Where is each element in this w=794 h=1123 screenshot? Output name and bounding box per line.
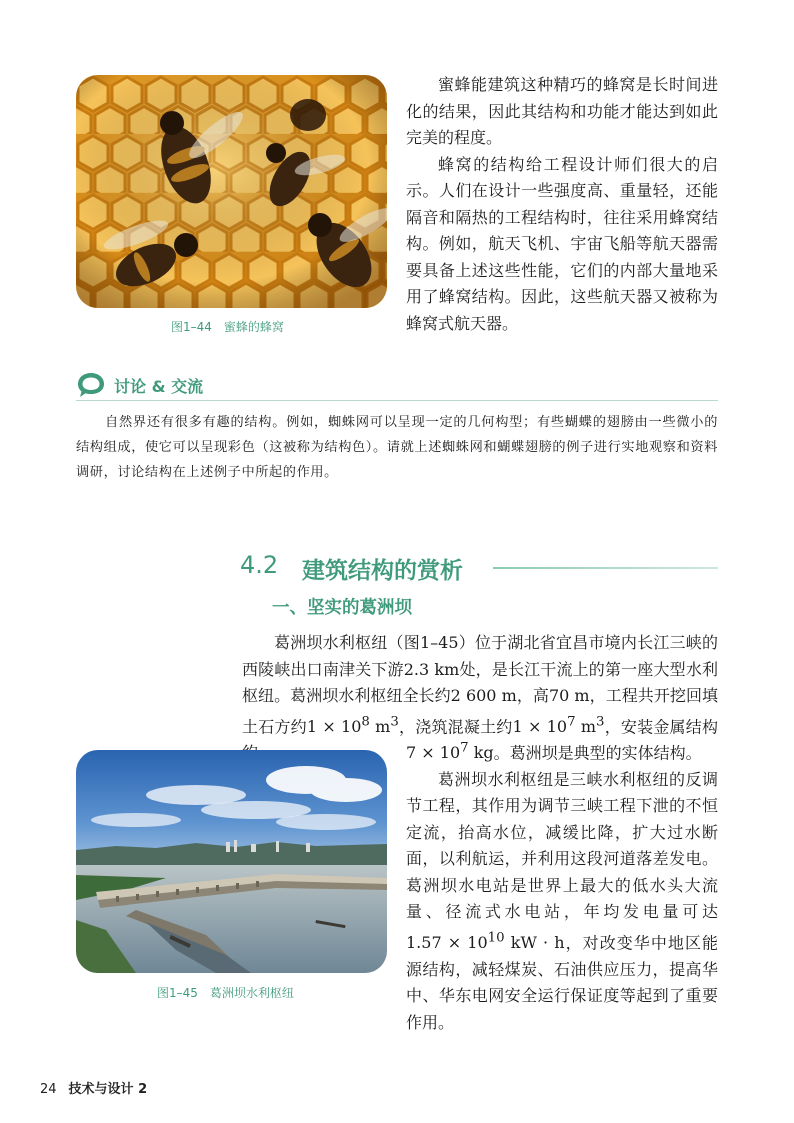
coef: 7 × 10 xyxy=(406,743,461,763)
unit: m xyxy=(575,716,597,736)
book-title: 技术与设计 2 xyxy=(68,1082,148,1097)
section-title: 建筑结构的赏析 xyxy=(302,558,463,584)
section-title-rule xyxy=(493,567,718,569)
quantity-metal xyxy=(406,743,494,762)
paragraph xyxy=(406,736,718,767)
honeycomb-illustration xyxy=(76,75,387,308)
unit: kW · h xyxy=(504,933,565,953)
paragraph: 蜜蜂能建筑这种精巧的蜂窝是长时间进化的结果，因此其结构和功能才能达到如此完美的程度。 xyxy=(406,75,718,147)
quantity-concrete xyxy=(512,714,605,736)
speech-bubble-icon xyxy=(76,371,106,399)
exponent: 8 xyxy=(361,714,370,730)
figure-caption-1-45 xyxy=(157,984,294,1001)
figure-caption-text: 葛洲坝水利枢纽 xyxy=(209,986,294,1000)
discussion-header xyxy=(76,370,203,400)
coef: 1 × 10 xyxy=(306,716,362,736)
coef: 1.57 × 10 xyxy=(406,933,488,953)
text-run: ，对改变华中地区能源结构，减轻煤炭、石油供应压力，提高华中、华东电网安全运行保证度等起到了重要作用。 xyxy=(406,933,718,1032)
text-run: 葛洲坝水利枢纽是三峡水利枢纽的反调节工程，其作用为调节三峡工程下泄的不恒定流，抬高水位，减缓比降，扩大过水断面，以利航运，并利用这段河道落差发电。葛洲坝水电站是世界上最大的低水头大流量、径流式水电站，年均发电量可达 xyxy=(406,769,718,922)
unit: kg xyxy=(468,743,494,763)
text-run: 葛洲坝水利枢纽（图1–45）位于湖北省宜昌市境内长江三峡的西陵峡出口南津关下游2.3 km处，是长江干流上的第一座大型水利枢纽。葛洲坝水利枢纽全长约2 600 m，高70 m，工程共开挖回填土石方约 xyxy=(242,633,718,736)
unit-exponent: 3 xyxy=(596,714,605,730)
page-footer xyxy=(40,1078,147,1097)
unit-exponent: 3 xyxy=(390,714,399,730)
quantity-excavation xyxy=(306,714,399,736)
paragraph xyxy=(406,767,718,1036)
discussion-body: 自然界还有很多有趣的结构。例如，蜘蛛网可以呈现一定的几何构型；有些蝴蝶的翅膀由一些微小的结构组成，使它可以呈现彩色（这被称为结构色）。请就上述蜘蛛网和蝴蝶翅膀的例子进行实地观察和资料调研，讨论结构在上述例子中所起的作用。 xyxy=(76,415,718,480)
figure-caption-text: 蜜蜂的蜂窝 xyxy=(223,320,284,334)
page-number: 24 xyxy=(40,1082,57,1097)
coef: 1 × 10 xyxy=(512,716,568,736)
text-run: 。葛洲坝是典型的实体结构。 xyxy=(493,743,702,763)
discussion-divider xyxy=(76,400,718,401)
figure-number: 图1–44 xyxy=(171,320,212,334)
text-run: ，浇筑混凝土约 xyxy=(398,716,513,736)
gezhouba-detail xyxy=(406,736,718,1036)
unit: m xyxy=(369,716,391,736)
figure-gezhouba-image xyxy=(76,750,387,973)
discussion-title: 讨论 & 交流 xyxy=(114,376,204,396)
exponent: 7 xyxy=(567,714,576,730)
figure-number: 图1–45 xyxy=(157,986,198,1000)
paragraph: 蜂窝的结构给工程设计师们很大的启示。人们在设计一些强度高、重量轻，还能隔音和隔热的工程结构时，往往采用蜂窝结构。例如，航天飞机、宇宙飞船等航天器需要具备上述这些性能，它们的内部大量地采用了蜂窝结构。因此，这些航天器又被称为蜂窝式航天器。 xyxy=(406,154,718,333)
section-number: 4.2 xyxy=(240,551,279,579)
subsection-title: 一、坚实的葛洲坝 xyxy=(272,598,412,618)
figure-honeycomb-image xyxy=(76,75,387,308)
figure-caption-1-44 xyxy=(171,318,284,335)
exponent: 7 xyxy=(460,741,469,756)
honeycomb-text-column xyxy=(406,72,718,337)
dam-illustration xyxy=(76,750,387,973)
quantity-generation xyxy=(406,930,565,953)
text-run: ，安装金属结构 xyxy=(604,716,718,736)
exponent: 10 xyxy=(487,930,505,946)
